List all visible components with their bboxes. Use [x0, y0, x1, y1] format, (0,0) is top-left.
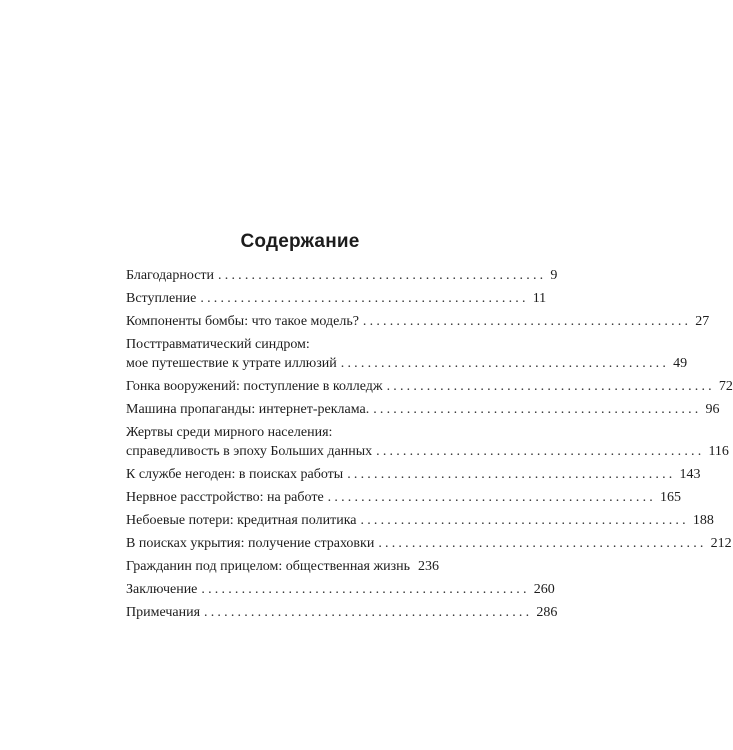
toc-page-number: 72 [718, 379, 733, 394]
toc-entry-leader-line [126, 312, 710, 331]
toc-entry-leader-line [126, 465, 701, 484]
toc-entry-leader-line [126, 603, 558, 622]
toc-entry-title-line: Гражданин под прицелом: общественная жизнь [126, 559, 411, 574]
toc-entry [126, 335, 688, 373]
toc-entry-leader-line [126, 488, 681, 507]
toc-entry-leader-line [126, 534, 732, 553]
toc-entry [126, 580, 555, 599]
toc-entry-title-line: Жертвы среди мирного населения: [126, 425, 333, 440]
toc-page-number: 260 [533, 582, 555, 597]
toc-entry-leader-line [126, 442, 729, 461]
dot-leader: ................................................. [347, 467, 676, 482]
toc-entry-leader-line [126, 354, 688, 373]
toc-entry-title-line: Примечания [126, 605, 201, 620]
dot-leader: ................................................. [378, 536, 707, 551]
toc-page-number: 165 [659, 490, 681, 505]
toc-page-number: 96 [705, 402, 720, 417]
toc-entry-title-line: Машина пропаганды: интернет-реклама. [126, 402, 370, 417]
toc-entry-leader-line [126, 511, 714, 530]
toc-entry [126, 289, 547, 308]
dot-leader: ................................................. [340, 356, 670, 371]
toc-entry [126, 534, 732, 553]
toc-entry-title-line: Нервное расстройство: на работе [126, 490, 324, 505]
dot-leader: ................................................. [386, 379, 715, 394]
toc-entry-leader-line [126, 377, 733, 396]
toc-page-number: 11 [532, 291, 547, 306]
toc-entry [126, 400, 720, 419]
toc-entry [126, 423, 729, 461]
toc-entry-leader-line [126, 580, 555, 599]
toc-entry-leader-line [126, 266, 558, 285]
dot-leader: ................................................. [218, 268, 547, 283]
toc-entry-title-line: Компоненты бомбы: что такое модель? [126, 314, 359, 329]
dot-leader: ................................................. [360, 513, 689, 528]
toc-entry-title-line: В поисках укрытия: получение страховки [126, 536, 375, 551]
toc-entry-title-line: Посттравматический синдром: [126, 337, 310, 352]
toc-page-number: 286 [536, 605, 558, 620]
toc-page-number: 188 [692, 513, 714, 528]
toc-list [126, 266, 733, 626]
toc-page-number: 49 [673, 356, 688, 371]
dot-leader: ................................................. [204, 605, 533, 620]
toc-entry [126, 266, 558, 285]
toc-title: Содержание [240, 231, 360, 252]
dot-leader: ................................................. [373, 402, 702, 417]
dot-leader: ................................................. [327, 490, 656, 505]
toc-entry-title-line: Заключение [126, 582, 198, 597]
toc-entry-title-line: мое путешествие к утрате иллюзий [126, 356, 337, 371]
toc-entry [126, 511, 714, 530]
toc-entry-leader-line [126, 400, 720, 419]
toc-entry-title-line: Благодарности [126, 268, 215, 283]
dot-leader: ................................................. [376, 444, 705, 459]
toc-entry [126, 603, 558, 622]
dot-leader: ................................................. [200, 291, 529, 306]
toc-entry [126, 377, 733, 396]
toc-page-number: 27 [695, 314, 710, 329]
toc-entry [126, 465, 701, 484]
toc-page-number: 143 [679, 467, 701, 482]
toc-entry-title-line: Гонка вооружений: поступление в колледж [126, 379, 383, 394]
toc-page-number: 212 [710, 536, 732, 551]
toc-page-number: 236 [418, 559, 440, 574]
toc-entry [126, 557, 440, 576]
dot-leader: ................................................. [362, 314, 692, 329]
toc-entry-leader-line [126, 289, 547, 308]
toc-entry-title-line: справедливость в эпоху Больших данных [126, 444, 373, 459]
toc-page-number: 116 [708, 444, 729, 459]
toc-entry [126, 312, 710, 331]
dot-leader: ................................................. [201, 582, 530, 597]
toc-entry-title-line: Небоевые потери: кредитная политика [126, 513, 357, 528]
toc-entry-title-line: К службе негоден: в поисках работы [126, 467, 344, 482]
toc-page-number: 9 [550, 268, 558, 283]
toc-entry-title-line: Вступление [126, 291, 197, 306]
toc-entry [126, 488, 681, 507]
toc-entry-leader-line [126, 557, 440, 576]
